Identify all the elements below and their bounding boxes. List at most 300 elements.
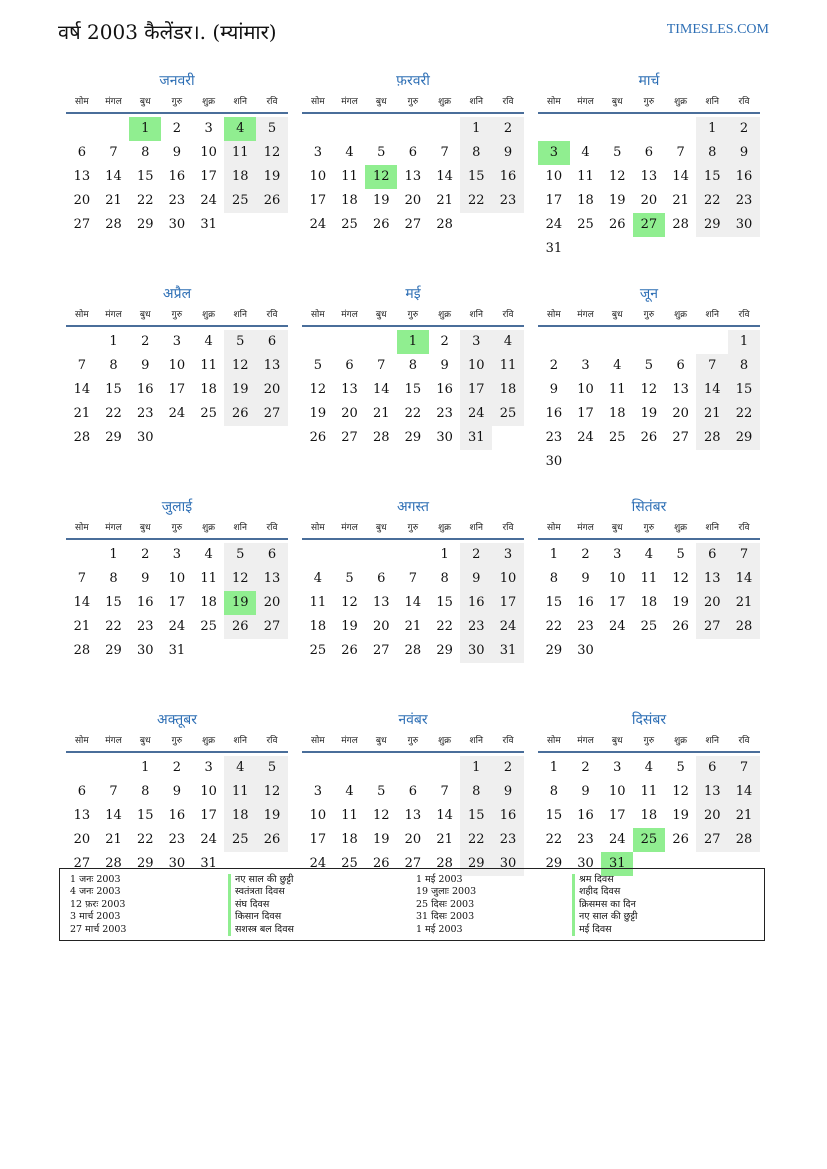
weekday-label: मंगल <box>105 97 122 107</box>
day-cell: 23 <box>577 832 594 847</box>
day-cell: 30 <box>577 856 594 871</box>
day-cell: 2 <box>141 334 150 349</box>
day-cell: 13 <box>73 808 91 823</box>
day-cell: 8 <box>440 571 449 586</box>
holiday-name: नए साल की छुट्टी <box>572 911 637 923</box>
day-cell: 1 <box>141 760 150 775</box>
day-cell: 28 <box>436 217 453 232</box>
day-cell: 30 <box>545 454 563 469</box>
day-cell: 5 <box>676 547 685 562</box>
month-block <box>66 496 288 709</box>
day-cell: 8 <box>549 784 558 799</box>
month-block <box>66 283 288 496</box>
empty-cell <box>334 330 366 354</box>
weekday-header <box>66 305 288 327</box>
day-cell: 16 <box>168 808 186 823</box>
day-cell: 29 <box>545 856 563 871</box>
day-cell: 13 <box>372 595 390 610</box>
day-cell: 26 <box>256 189 288 213</box>
day-cell: 12 <box>256 780 288 804</box>
weekday-label: मंगल <box>341 736 358 746</box>
day-cell: 30 <box>168 856 186 871</box>
day-cell: 10 <box>309 169 327 184</box>
day-cell: 17 <box>200 808 217 823</box>
day-cell: 27 <box>256 402 288 426</box>
day-cell: 27 <box>73 856 91 871</box>
empty-cell <box>365 330 397 354</box>
day-cell: 21 <box>696 402 728 426</box>
day-cell: 19 <box>256 165 288 189</box>
month-block <box>302 496 524 709</box>
weekday-label: गुरु <box>171 97 183 107</box>
weekday-label: मंगल <box>341 97 358 107</box>
day-cell: 26 <box>256 828 288 852</box>
day-cell: 20 <box>696 591 728 615</box>
day-cell: 8 <box>728 354 760 378</box>
empty-cell <box>334 756 366 780</box>
day-cell: 25 <box>200 406 217 421</box>
holiday-day-cell: 4 <box>224 117 256 141</box>
day-cell: 9 <box>141 358 150 373</box>
empty-cell <box>601 117 633 141</box>
day-cell: 28 <box>672 217 689 232</box>
day-cell: 7 <box>440 145 449 160</box>
day-cell: 8 <box>549 571 558 586</box>
day-cell: 2 <box>141 547 150 562</box>
day-cell: 11 <box>200 358 217 373</box>
day-cell: 9 <box>581 571 590 586</box>
month-title: फ़रवरी <box>396 73 430 89</box>
day-cell: 24 <box>545 217 563 232</box>
day-cell: 28 <box>73 643 91 658</box>
weekday-header <box>538 518 760 540</box>
weekday-label: बुध <box>375 523 387 533</box>
holiday-day-cell: 25 <box>633 828 665 852</box>
day-grid <box>66 330 288 450</box>
day-cell: 18 <box>492 378 524 402</box>
day-cell: 14 <box>372 382 390 397</box>
day-cell: 3 <box>172 334 182 349</box>
day-cell: 21 <box>73 406 91 421</box>
day-cell: 27 <box>404 217 422 232</box>
day-cell: 20 <box>696 804 728 828</box>
day-cell: 24 <box>168 406 186 421</box>
day-cell: 26 <box>224 402 256 426</box>
day-cell: 22 <box>545 832 563 847</box>
day-cell: 25 <box>492 402 524 426</box>
day-cell: 31 <box>200 217 217 232</box>
day-cell: 5 <box>377 784 386 799</box>
day-cell: 27 <box>696 828 728 852</box>
day-cell: 2 <box>460 543 492 567</box>
day-cell: 11 <box>640 784 658 799</box>
weekday-label: शनि <box>705 97 719 107</box>
holiday-name: मई दिवस <box>572 924 637 936</box>
holiday-date: 27 मार्च 2003 <box>70 923 127 935</box>
weekday-label: रवि <box>738 310 750 320</box>
day-cell: 17 <box>545 193 563 208</box>
holiday-dates-column-1 <box>70 874 126 936</box>
day-cell: 5 <box>256 756 288 780</box>
day-grid <box>302 543 524 663</box>
month-title: दिसंबर <box>631 712 667 728</box>
day-cell: 13 <box>256 567 288 591</box>
day-cell: 12 <box>309 382 327 397</box>
day-cell: 24 <box>608 832 626 847</box>
day-cell: 28 <box>728 828 760 852</box>
day-cell: 25 <box>640 619 658 634</box>
weekday-label: सोम <box>310 97 325 107</box>
day-cell: 3 <box>204 121 213 136</box>
holiday-day-cell: 31 <box>601 852 633 876</box>
day-cell: 21 <box>728 804 760 828</box>
day-cell: 6 <box>644 145 654 160</box>
holiday-date: 25 दिसः 2003 <box>416 898 475 910</box>
day-grid <box>538 543 760 663</box>
weekday-label: बुध <box>375 97 387 107</box>
day-cell: 12 <box>640 382 658 397</box>
day-cell: 23 <box>136 406 154 421</box>
day-cell: 6 <box>696 543 728 567</box>
empty-cell <box>570 330 602 354</box>
day-cell: 4 <box>492 330 524 354</box>
day-cell: 27 <box>696 615 728 639</box>
weekday-label: रवि <box>738 736 750 746</box>
day-cell: 14 <box>728 567 760 591</box>
day-cell: 9 <box>141 571 150 586</box>
day-cell: 23 <box>492 828 524 852</box>
month-block <box>538 70 760 283</box>
day-cell: 3 <box>313 145 322 160</box>
day-grid <box>66 117 288 237</box>
weekday-label: रवि <box>502 97 514 107</box>
day-cell: 4 <box>204 547 213 562</box>
weekday-label: गुरु <box>643 310 655 320</box>
holiday-date: 31 दिसः 2003 <box>416 911 475 923</box>
day-cell: 14 <box>696 378 728 402</box>
empty-cell <box>633 330 665 354</box>
day-cell: 15 <box>105 595 122 610</box>
day-cell: 22 <box>545 619 563 634</box>
day-cell: 15 <box>460 165 492 189</box>
day-cell: 8 <box>109 358 118 373</box>
day-cell: 10 <box>545 169 563 184</box>
weekday-label: गुरु <box>407 310 419 320</box>
day-cell: 18 <box>200 595 217 610</box>
day-cell: 16 <box>577 595 594 610</box>
day-cell: 24 <box>200 832 217 847</box>
empty-cell <box>397 756 429 780</box>
weekday-label: सोम <box>310 523 325 533</box>
day-cell: 16 <box>436 382 453 397</box>
day-cell: 11 <box>341 169 358 184</box>
weekday-label: गुरु <box>171 523 183 533</box>
weekday-header <box>538 305 760 327</box>
month-title: नवंबर <box>398 712 428 728</box>
weekday-label: शनि <box>469 736 483 746</box>
day-cell: 1 <box>460 117 492 141</box>
weekday-label: रवि <box>266 310 278 320</box>
empty-cell <box>302 117 334 141</box>
day-cell: 9 <box>581 784 590 799</box>
month-title: अगस्त <box>396 499 429 515</box>
weekday-label: शुक्र <box>202 310 216 320</box>
weekday-label: रवि <box>738 523 750 533</box>
day-cell: 5 <box>256 117 288 141</box>
day-grid <box>538 117 760 261</box>
day-cell: 1 <box>728 330 760 354</box>
weekday-label: गुरु <box>643 736 655 746</box>
day-cell: 11 <box>640 571 658 586</box>
weekday-label: शुक्र <box>438 310 452 320</box>
holiday-name: शहीद दिवस <box>572 886 637 898</box>
day-cell: 8 <box>141 145 150 160</box>
day-cell: 12 <box>224 354 256 378</box>
day-cell: 3 <box>313 784 322 799</box>
day-cell: 9 <box>492 780 524 804</box>
weekday-label: सोम <box>546 736 561 746</box>
day-cell: 11 <box>200 571 217 586</box>
day-cell: 29 <box>136 217 154 232</box>
day-cell: 7 <box>440 784 449 799</box>
day-cell: 6 <box>408 784 418 799</box>
day-cell: 1 <box>109 334 118 349</box>
holiday-day-cell: 1 <box>129 117 161 141</box>
day-cell: 28 <box>105 856 122 871</box>
day-cell: 6 <box>77 784 86 799</box>
day-grid <box>302 756 524 876</box>
day-cell: 7 <box>728 756 760 780</box>
day-cell: 27 <box>73 217 91 232</box>
weekday-label: शनि <box>705 736 719 746</box>
weekday-label: सोम <box>546 97 561 107</box>
empty-cell <box>365 756 397 780</box>
day-cell: 14 <box>672 169 689 184</box>
day-cell: 16 <box>577 808 594 823</box>
holiday-name: स्वतंत्रता दिवस <box>228 886 294 898</box>
day-cell: 9 <box>440 358 449 373</box>
day-cell: 29 <box>136 856 154 871</box>
weekday-label: सोम <box>546 310 561 320</box>
day-cell: 10 <box>577 382 594 397</box>
day-cell: 13 <box>696 567 728 591</box>
day-cell: 15 <box>404 382 422 397</box>
day-cell: 31 <box>492 639 524 663</box>
day-cell: 28 <box>728 615 760 639</box>
day-cell: 11 <box>492 354 524 378</box>
day-cell: 2 <box>172 121 182 136</box>
holiday-name: सशस्त्र बल दिवस <box>228 924 294 936</box>
empty-cell <box>397 543 429 567</box>
day-cell: 25 <box>224 828 256 852</box>
weekday-label: बुध <box>139 97 151 107</box>
day-cell: 2 <box>728 117 760 141</box>
day-cell: 18 <box>309 619 327 634</box>
day-cell: 15 <box>136 169 154 184</box>
holiday-names-column-2 <box>572 874 637 936</box>
day-cell: 22 <box>696 189 728 213</box>
weekday-label: सोम <box>310 736 325 746</box>
day-grid <box>538 756 760 876</box>
day-cell: 12 <box>256 141 288 165</box>
day-cell: 19 <box>309 406 327 421</box>
empty-cell <box>66 330 98 354</box>
day-cell: 16 <box>492 804 524 828</box>
day-cell: 10 <box>200 784 217 799</box>
day-cell: 26 <box>309 430 327 445</box>
day-cell: 7 <box>77 571 86 586</box>
month-title: जुलाई <box>161 499 193 515</box>
weekday-label: गुरु <box>407 736 419 746</box>
weekday-label: रवि <box>738 97 750 107</box>
weekday-header <box>302 731 524 753</box>
day-cell: 29 <box>460 852 492 876</box>
empty-cell <box>302 543 334 567</box>
weekday-header <box>66 518 288 540</box>
day-cell: 6 <box>256 543 288 567</box>
holiday-date: 12 फ़रः 2003 <box>70 898 126 910</box>
empty-cell <box>429 756 461 780</box>
day-cell: 27 <box>341 430 358 445</box>
day-cell: 12 <box>341 595 358 610</box>
holiday-name: संघ दिवस <box>228 899 294 911</box>
day-cell: 11 <box>224 780 256 804</box>
day-cell: 22 <box>460 828 492 852</box>
day-cell: 25 <box>341 856 358 871</box>
day-cell: 2 <box>581 547 590 562</box>
day-cell: 13 <box>73 169 91 184</box>
day-cell: 21 <box>404 619 422 634</box>
day-cell: 28 <box>73 430 91 445</box>
day-cell: 19 <box>640 406 658 421</box>
weekday-label: शुक्र <box>674 310 688 320</box>
holiday-day-cell: 27 <box>633 213 665 237</box>
day-cell: 24 <box>168 619 186 634</box>
day-cell: 31 <box>460 426 492 450</box>
day-cell: 2 <box>549 358 558 373</box>
month-block <box>302 283 524 496</box>
day-cell: 17 <box>168 382 186 397</box>
day-cell: 2 <box>492 117 524 141</box>
day-cell: 5 <box>345 571 354 586</box>
empty-cell <box>66 543 98 567</box>
weekday-label: बुध <box>139 523 151 533</box>
day-cell: 4 <box>313 571 322 586</box>
site-link[interactable]: TIMESLES.COM <box>666 22 769 37</box>
day-cell: 7 <box>377 358 386 373</box>
day-cell: 31 <box>168 643 186 658</box>
empty-cell <box>98 756 130 780</box>
empty-cell <box>98 117 130 141</box>
day-cell: 4 <box>613 358 622 373</box>
day-cell: 23 <box>168 193 186 208</box>
day-cell: 11 <box>309 595 327 610</box>
weekday-label: सोम <box>310 310 325 320</box>
day-cell: 18 <box>224 804 256 828</box>
day-cell: 4 <box>345 784 354 799</box>
day-cell: 20 <box>404 832 422 847</box>
day-cell: 8 <box>109 571 118 586</box>
holiday-name: नए साल की छुट्टी <box>228 874 294 886</box>
weekday-label: बुध <box>375 736 387 746</box>
weekday-label: बुध <box>139 310 151 320</box>
day-cell: 20 <box>672 406 689 421</box>
day-cell: 24 <box>200 193 217 208</box>
day-cell: 28 <box>696 426 728 450</box>
day-cell: 30 <box>460 639 492 663</box>
weekday-label: शनि <box>233 97 247 107</box>
day-cell: 28 <box>404 643 422 658</box>
day-cell: 26 <box>224 615 256 639</box>
day-cell: 4 <box>204 334 213 349</box>
empty-cell <box>397 117 429 141</box>
empty-cell <box>365 543 397 567</box>
day-cell: 19 <box>672 595 689 610</box>
weekday-label: बुध <box>611 97 623 107</box>
day-cell: 23 <box>545 430 563 445</box>
weekday-label: गुरु <box>171 736 183 746</box>
weekday-label: शनि <box>469 523 483 533</box>
day-cell: 7 <box>696 354 728 378</box>
day-cell: 29 <box>545 643 563 658</box>
month-block <box>66 70 288 283</box>
holiday-day-cell: 19 <box>224 591 256 615</box>
day-cell: 25 <box>577 217 594 232</box>
day-cell: 6 <box>676 358 685 373</box>
weekday-label: गुरु <box>643 523 655 533</box>
day-cell: 27 <box>256 615 288 639</box>
weekday-label: शनि <box>233 736 247 746</box>
day-cell: 25 <box>608 430 626 445</box>
day-cell: 11 <box>577 169 594 184</box>
day-cell: 15 <box>436 595 453 610</box>
day-cell: 29 <box>105 643 122 658</box>
holiday-date: 1 जनः 2003 <box>70 874 121 885</box>
holiday-names-column-1 <box>228 874 294 936</box>
day-cell: 22 <box>728 402 760 426</box>
day-cell: 22 <box>136 193 154 208</box>
day-cell: 14 <box>436 169 453 184</box>
weekday-label: सोम <box>546 523 561 533</box>
month-title: जनवरी <box>159 73 195 89</box>
day-cell: 26 <box>372 217 390 232</box>
holiday-date: 3 मार्च 2003 <box>70 911 121 923</box>
day-cell: 24 <box>309 217 327 232</box>
day-cell: 19 <box>224 378 256 402</box>
day-cell: 17 <box>460 378 492 402</box>
day-cell: 17 <box>309 832 327 847</box>
day-cell: 26 <box>372 856 390 871</box>
weekday-label: सोम <box>74 523 89 533</box>
day-cell: 19 <box>256 804 288 828</box>
day-cell: 17 <box>309 193 327 208</box>
day-cell: 10 <box>492 567 524 591</box>
weekday-header <box>302 305 524 327</box>
holiday-name: किसान दिवस <box>228 911 294 923</box>
month-title: मार्च <box>638 73 660 89</box>
day-cell: 21 <box>73 619 91 634</box>
empty-cell <box>665 330 697 354</box>
day-cell: 19 <box>608 193 626 208</box>
weekday-label: शनि <box>705 310 719 320</box>
weekday-header <box>302 518 524 540</box>
day-cell: 5 <box>377 145 386 160</box>
day-cell: 19 <box>372 193 390 208</box>
day-cell: 12 <box>224 567 256 591</box>
day-cell: 16 <box>136 382 154 397</box>
weekday-label: रवि <box>502 736 514 746</box>
day-cell: 31 <box>545 241 563 256</box>
